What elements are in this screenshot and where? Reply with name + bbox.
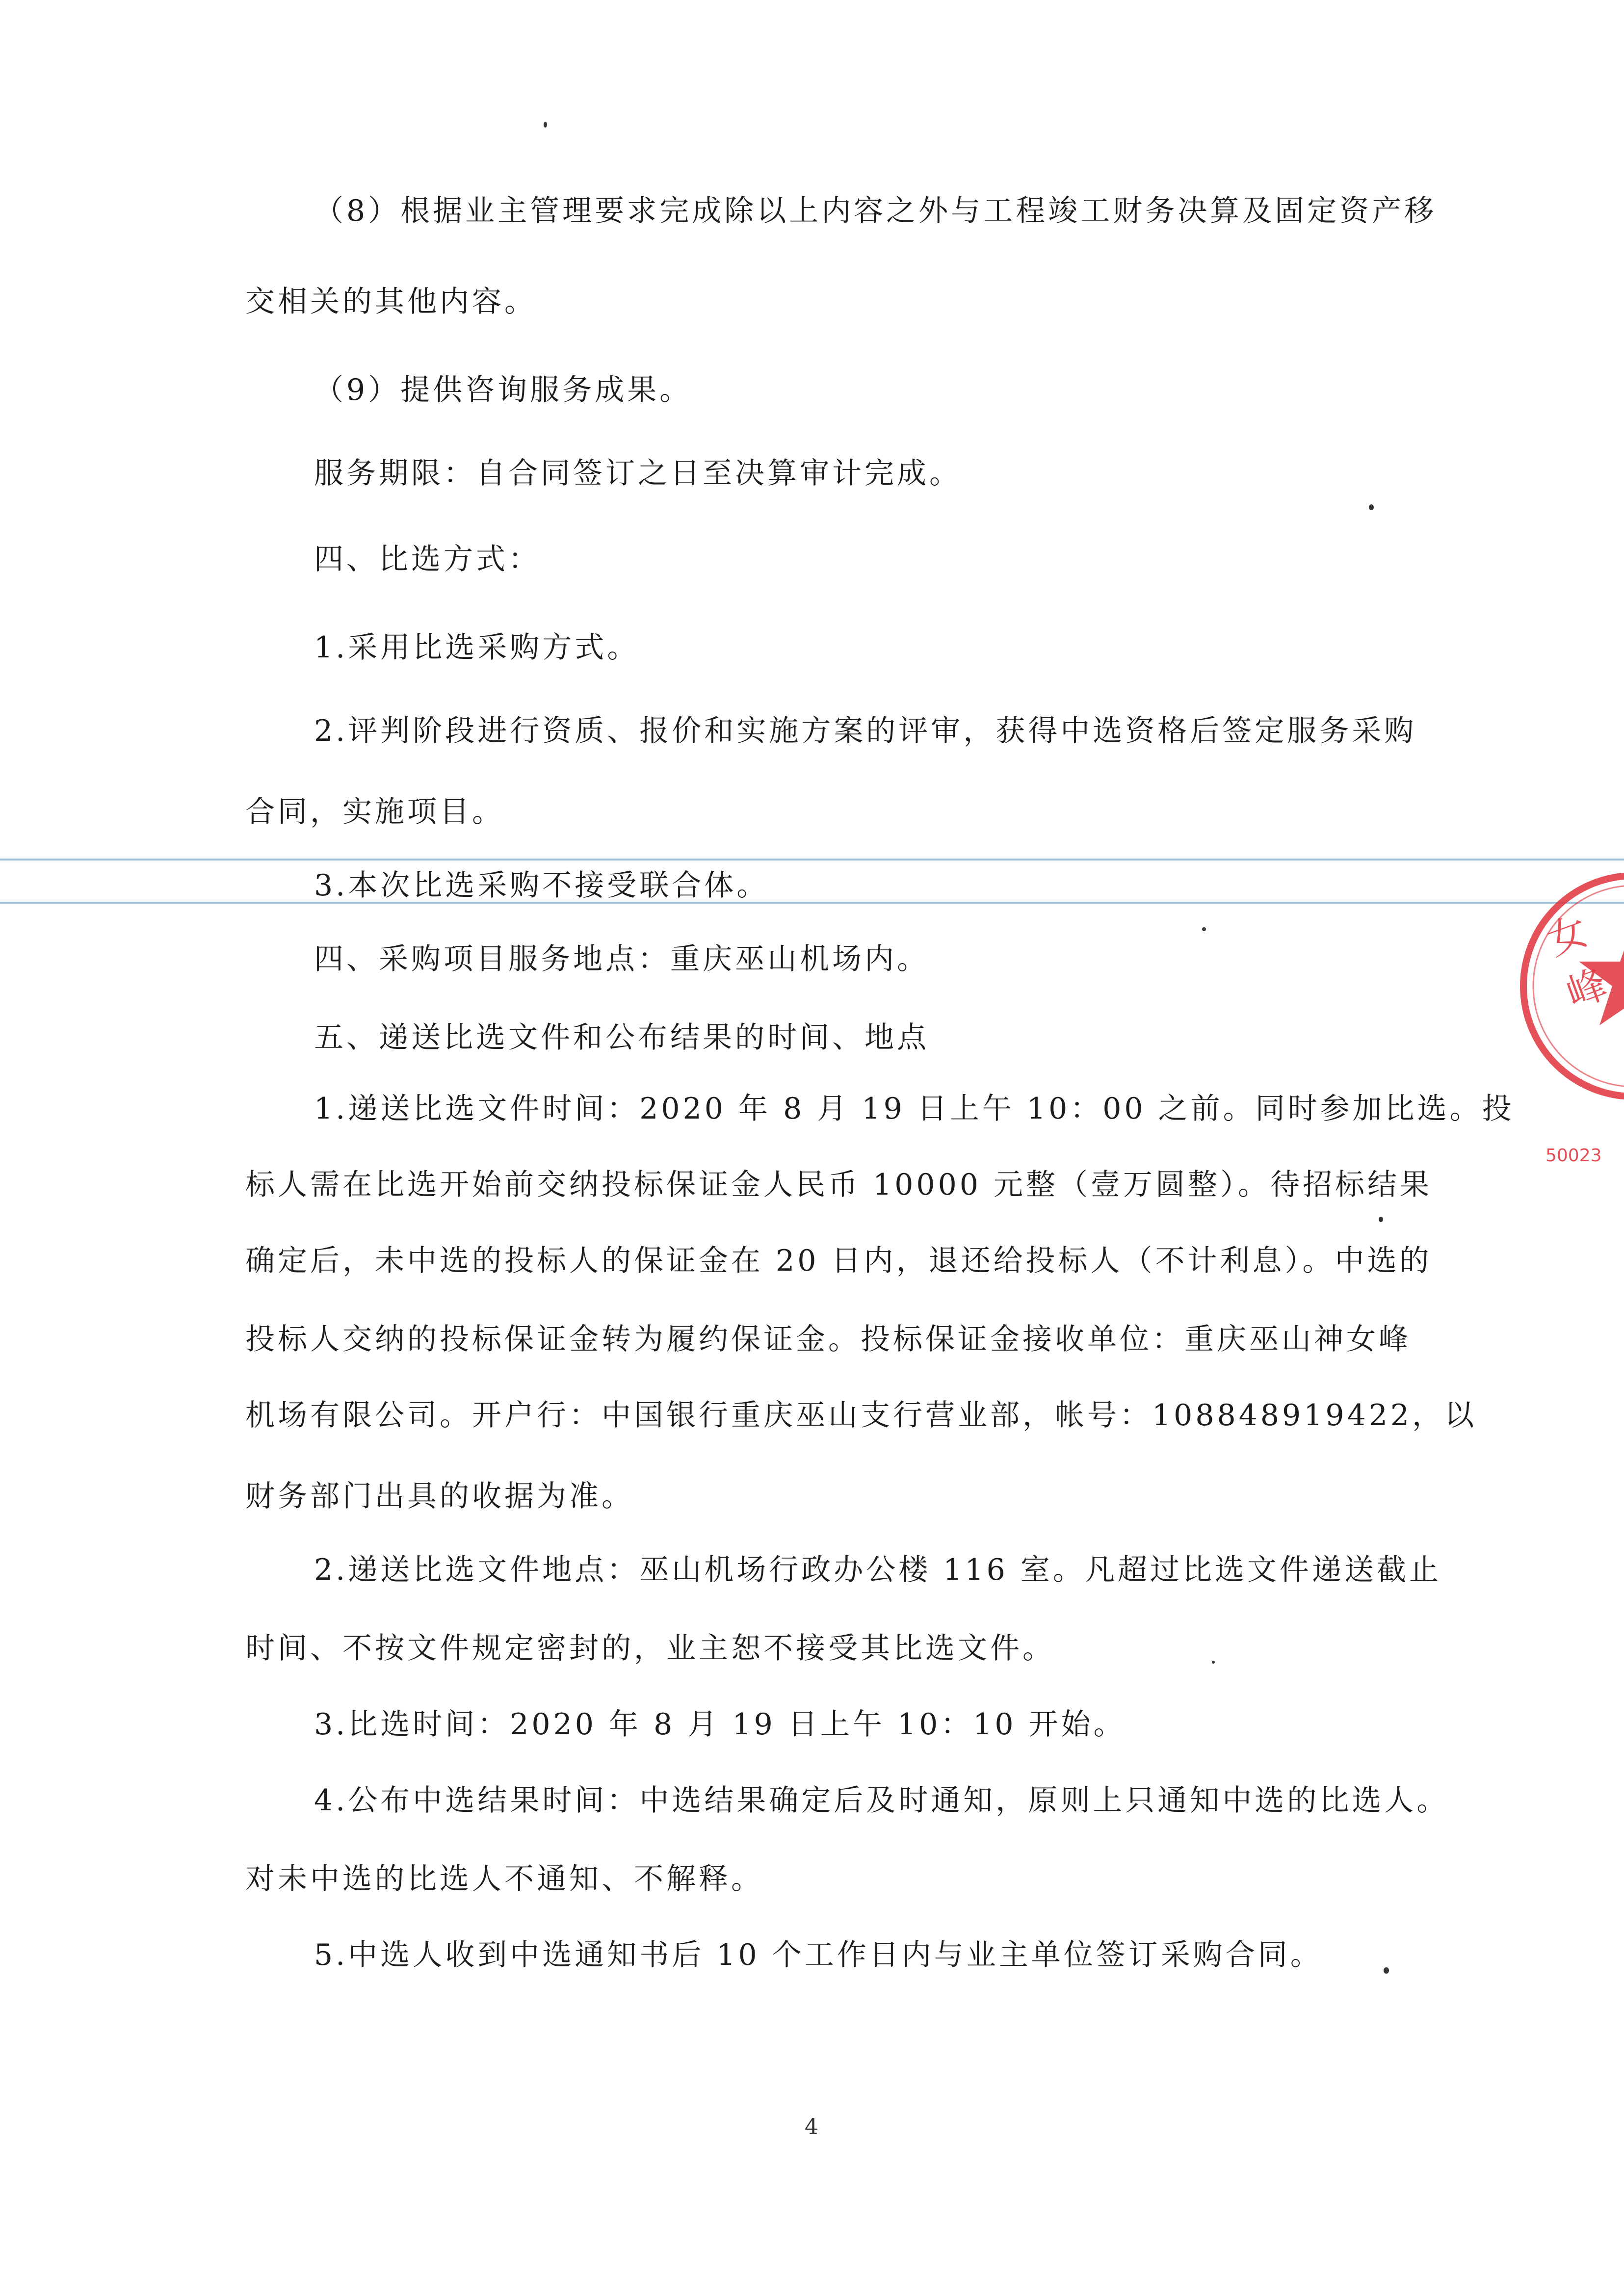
scan-speck — [544, 122, 547, 128]
paragraph-line: 2.递送比选文件地点：巫山机场行政办公楼 116 室。凡超过比选文件递送截止 — [314, 1553, 1441, 1587]
paragraph-line: 机场有限公司。开户行：中国银行重庆巫山支行营业部，帐号：108848919422，以 — [245, 1398, 1477, 1433]
paragraph-line: 3.本次比选采购不接受联合体。 — [314, 868, 769, 903]
paragraph-line: 服务期限：自合同签订之日至决算审计完成。 — [314, 456, 962, 491]
paragraph-line: 交相关的其他内容。 — [245, 285, 537, 319]
paragraph-line: 标人需在比选开始前交纳投标保证金人民币 10000 元整（壹万圆整）。待招标结果 — [245, 1168, 1433, 1202]
paragraph-line: 4.公布中选结果时间：中选结果确定后及时通知，原则上只通知中选的比选人。 — [314, 1783, 1449, 1818]
seal-code: 50023 — [1545, 1146, 1602, 1166]
paragraph-line: 确定后，未中选的投标人的保证金在 20 日内，退还给投标人（不计利息）。中选的 — [245, 1244, 1432, 1278]
paragraph-line: （8）根据业主管理要求完成除以上内容之外与工程竣工财务决算及固定资产移 — [314, 194, 1437, 228]
paragraph-line: 对未中选的比选人不通知、不解释。 — [245, 1862, 763, 1896]
section-heading: 四、采购项目服务地点：重庆巫山机场内。 — [314, 942, 929, 976]
scan-artifact-line — [0, 859, 1624, 861]
paragraph-line: 2.评判阶段进行资质、报价和实施方案的评审，获得中选资格后签定服务采购 — [314, 714, 1417, 748]
paragraph-line: 财务部门出具的收据为准。 — [245, 1479, 634, 1513]
section-heading: 四、比选方式： — [314, 542, 541, 576]
seal-text: 女峰 — [1541, 908, 1613, 1018]
paragraph-line: 时间、不按文件规定密封的，业主恕不接受其比选文件。 — [245, 1631, 1055, 1666]
scan-speck — [1379, 1217, 1383, 1222]
section-heading: 五、递送比选文件和公布结果的时间、地点 — [314, 1020, 929, 1055]
paragraph-line: 5.中选人收到中选通知书后 10 个工作日内与业主单位签订采购合同。 — [314, 1938, 1323, 1972]
page-number: 4 — [805, 2114, 818, 2139]
paragraph-line: 1.采用比选采购方式。 — [314, 630, 640, 665]
scan-speck — [1212, 1661, 1215, 1664]
scan-speck — [1384, 1967, 1389, 1974]
paragraph-line: 投标人交纳的投标保证金转为履约保证金。投标保证金接收单位：重庆巫山神女峰 — [245, 1322, 1411, 1357]
paragraph-line: （9）提供咨询服务成果。 — [314, 373, 692, 407]
paragraph-line: 合同，实施项目。 — [245, 795, 504, 829]
scan-artifact-line — [0, 902, 1624, 904]
scan-speck — [1202, 927, 1206, 931]
paragraph-line: 1.递送比选文件时间：2020 年 8 月 19 日上午 10：00 之前。同时参加比选。投 — [314, 1092, 1515, 1126]
paragraph-line: 3.比选时间：2020 年 8 月 19 日上午 10：10 开始。 — [314, 1707, 1126, 1742]
scan-speck — [1369, 504, 1374, 510]
